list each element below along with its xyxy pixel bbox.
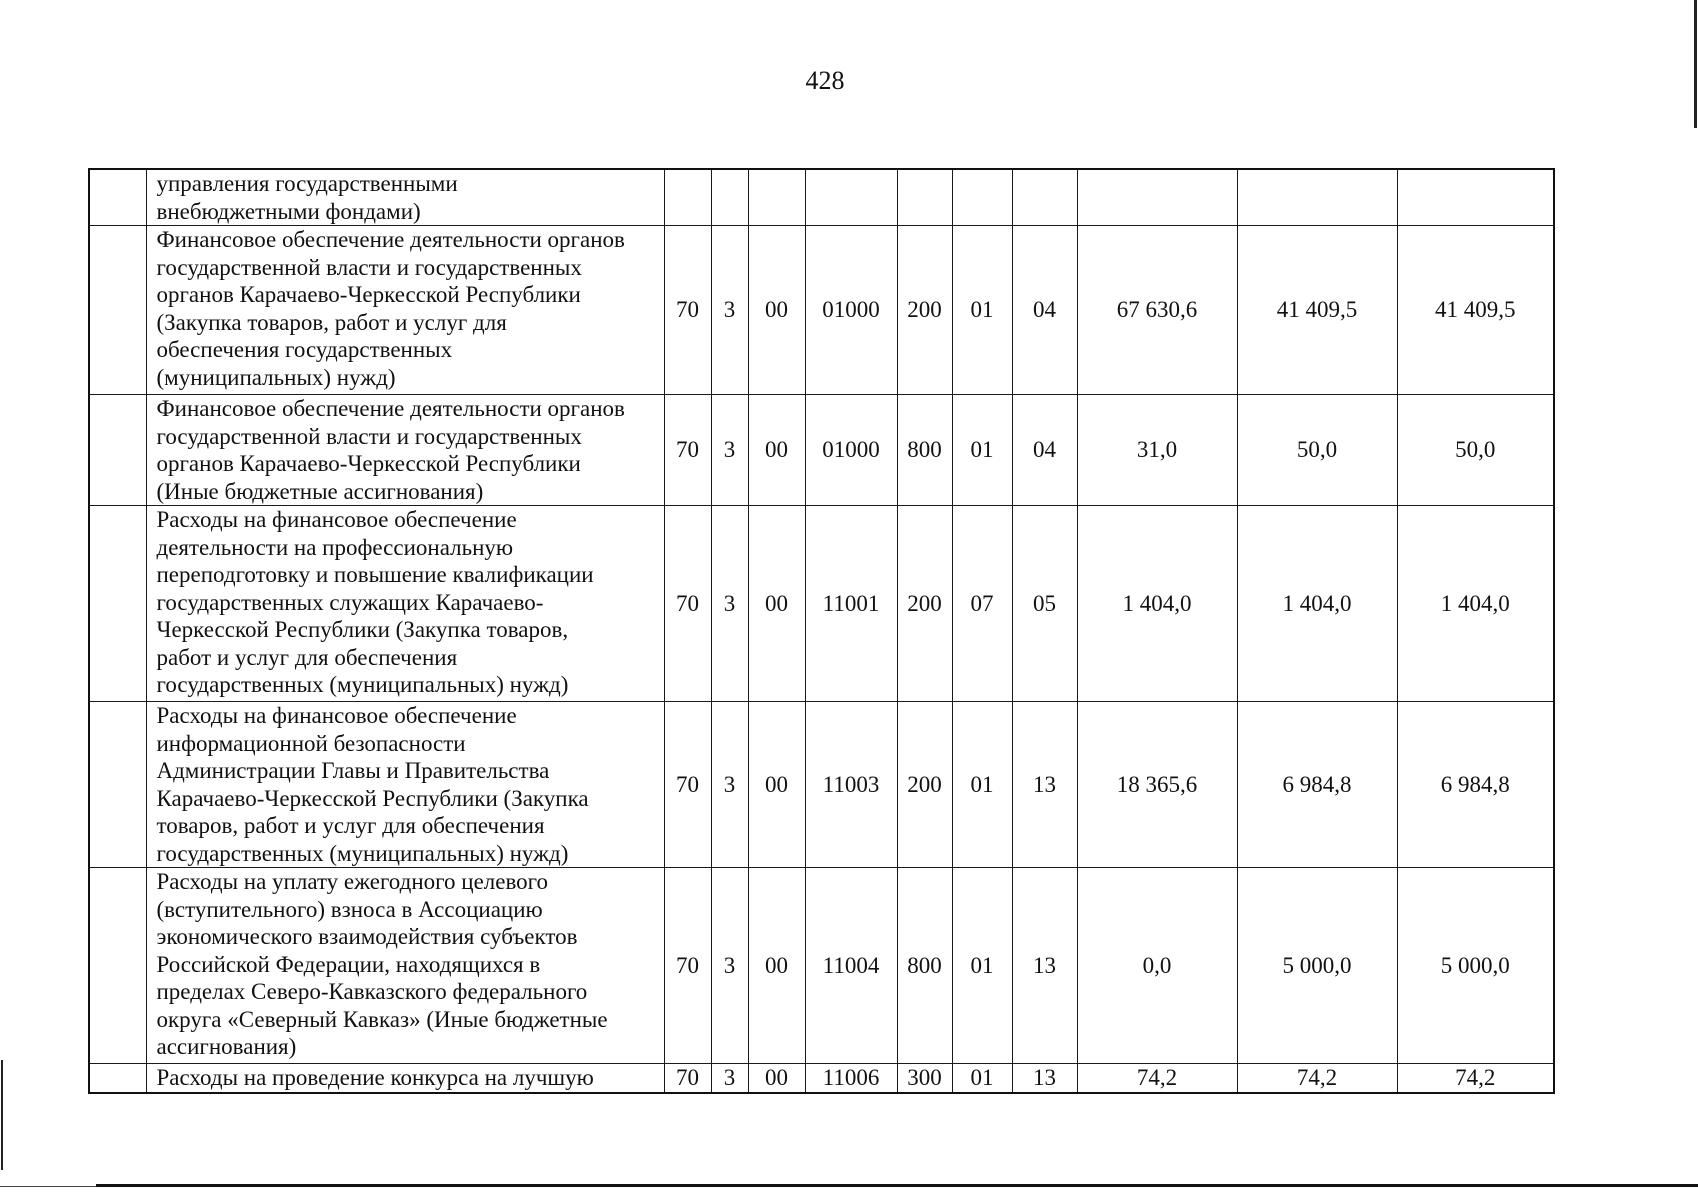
code-cell: 800 — [897, 395, 952, 506]
table-row — [89, 1064, 1554, 1093]
code-cell: 70 — [664, 395, 711, 506]
code-cell: 01000 — [805, 395, 897, 506]
code-cell: 00 — [748, 395, 805, 506]
code-cell: 200 — [897, 506, 952, 702]
code-cell: 3 — [711, 1064, 748, 1093]
code-cell — [664, 169, 711, 226]
amount-cell: 6 984,8 — [1237, 702, 1397, 868]
code-cell: 01000 — [805, 226, 897, 395]
description-cell: Расходы на уплату ежегодного целевого (вступительного) взноса в Ассоциацию экономического взаимодействия субъектов Российской Федерации, находящихся в пределах Северо-Кавказского федерального округа «Северный Кавказ» (Иные бюджетные ассигнования) — [146, 868, 664, 1064]
code-cell: 3 — [711, 702, 748, 868]
code-cell: 13 — [1012, 702, 1077, 868]
amount-cell: 41 409,5 — [1397, 226, 1554, 395]
code-cell: 05 — [1012, 506, 1077, 702]
amount-cell: 41 409,5 — [1237, 226, 1397, 395]
scan-edge-bottom-thin — [0, 1186, 96, 1187]
amount-cell — [1397, 169, 1554, 226]
code-cell: 200 — [897, 226, 952, 395]
code-cell: 00 — [748, 702, 805, 868]
code-cell: 11003 — [805, 702, 897, 868]
amount-cell: 5 000,0 — [1237, 868, 1397, 1064]
code-cell: 00 — [748, 226, 805, 395]
code-cell: 00 — [748, 506, 805, 702]
code-cell: 00 — [748, 1064, 805, 1093]
amount-cell: 1 404,0 — [1077, 506, 1237, 702]
code-cell: 200 — [897, 702, 952, 868]
code-cell: 800 — [897, 868, 952, 1064]
table-row — [89, 169, 1554, 226]
amount-cell: 67 630,6 — [1077, 226, 1237, 395]
description-cell: Расходы на финансовое обеспечение деятельности на профессиональную переподготовку и повышение квалификации государственных служащих Карачаево- Черкесской Республики (Закупка товаров, работ и услуг для обеспечения государственных (муниципальных) нужд) — [146, 506, 664, 702]
table-row — [89, 395, 1554, 506]
code-cell: 07 — [952, 506, 1012, 702]
amount-cell: 74,2 — [1237, 1064, 1397, 1093]
row-number-cell — [89, 169, 146, 226]
row-number-cell — [89, 702, 146, 868]
budget-table — [88, 168, 1555, 1094]
description-cell: Расходы на проведение конкурса на лучшую — [146, 1064, 664, 1093]
code-cell: 3 — [711, 868, 748, 1064]
amount-cell: 74,2 — [1397, 1064, 1554, 1093]
amount-cell — [1237, 169, 1397, 226]
amount-cell: 50,0 — [1237, 395, 1397, 506]
code-cell — [748, 169, 805, 226]
code-cell: 70 — [664, 506, 711, 702]
code-cell — [952, 169, 1012, 226]
row-number-cell — [89, 506, 146, 702]
scan-edge-left — [1, 1060, 3, 1170]
code-cell — [805, 169, 897, 226]
code-cell: 13 — [1012, 1064, 1077, 1093]
code-cell: 3 — [711, 226, 748, 395]
code-cell: 70 — [664, 702, 711, 868]
amount-cell: 5 000,0 — [1397, 868, 1554, 1064]
code-cell: 11001 — [805, 506, 897, 702]
description-cell: Финансовое обеспечение деятельности органов государственной власти и государственных органов Карачаево-Черкесской Республики (Иные бюджетные ассигнования) — [146, 395, 664, 506]
code-cell: 11004 — [805, 868, 897, 1064]
table-row — [89, 506, 1554, 702]
row-number-cell — [89, 868, 146, 1064]
amount-cell: 1 404,0 — [1397, 506, 1554, 702]
description-cell: Расходы на финансовое обеспечение информационной безопасности Администрации Главы и Правительства Карачаево-Черкесской Республики (Закупка товаров, работ и услуг для обеспечения государственных (муниципальных) нужд) — [146, 702, 664, 868]
amount-cell: 74,2 — [1077, 1064, 1237, 1093]
code-cell: 00 — [748, 868, 805, 1064]
code-cell: 01 — [952, 226, 1012, 395]
code-cell: 01 — [952, 1064, 1012, 1093]
amount-cell: 1 404,0 — [1237, 506, 1397, 702]
code-cell: 11006 — [805, 1064, 897, 1093]
scan-edge-bottom — [96, 1184, 1698, 1187]
page-number: 428 — [805, 66, 845, 95]
amount-cell: 0,0 — [1077, 868, 1237, 1064]
code-cell: 04 — [1012, 226, 1077, 395]
amount-cell: 18 365,6 — [1077, 702, 1237, 868]
code-cell: 04 — [1012, 395, 1077, 506]
table-row — [89, 702, 1554, 868]
amount-cell: 31,0 — [1077, 395, 1237, 506]
scan-edge-right — [1694, 0, 1697, 128]
code-cell: 70 — [664, 226, 711, 395]
code-cell: 70 — [664, 868, 711, 1064]
description-cell: Финансовое обеспечение деятельности органов государственной власти и государственных органов Карачаево-Черкесской Республики (Закупка товаров, работ и услуг для обеспечения государственных (муниципальных) нужд) — [146, 226, 664, 395]
table-row — [89, 868, 1554, 1064]
code-cell: 01 — [952, 868, 1012, 1064]
code-cell — [1012, 169, 1077, 226]
table-row — [89, 226, 1554, 395]
description-cell: управления государственными внебюджетными фондами) — [146, 169, 664, 226]
code-cell: 3 — [711, 506, 748, 702]
amount-cell — [1077, 169, 1237, 226]
row-number-cell — [89, 395, 146, 506]
amount-cell: 50,0 — [1397, 395, 1554, 506]
code-cell: 300 — [897, 1064, 952, 1093]
code-cell: 13 — [1012, 868, 1077, 1064]
code-cell — [711, 169, 748, 226]
code-cell — [897, 169, 952, 226]
row-number-cell — [89, 226, 146, 395]
code-cell: 70 — [664, 1064, 711, 1093]
amount-cell: 6 984,8 — [1397, 702, 1554, 868]
code-cell: 3 — [711, 395, 748, 506]
code-cell: 01 — [952, 702, 1012, 868]
row-number-cell — [89, 1064, 146, 1093]
code-cell: 01 — [952, 395, 1012, 506]
